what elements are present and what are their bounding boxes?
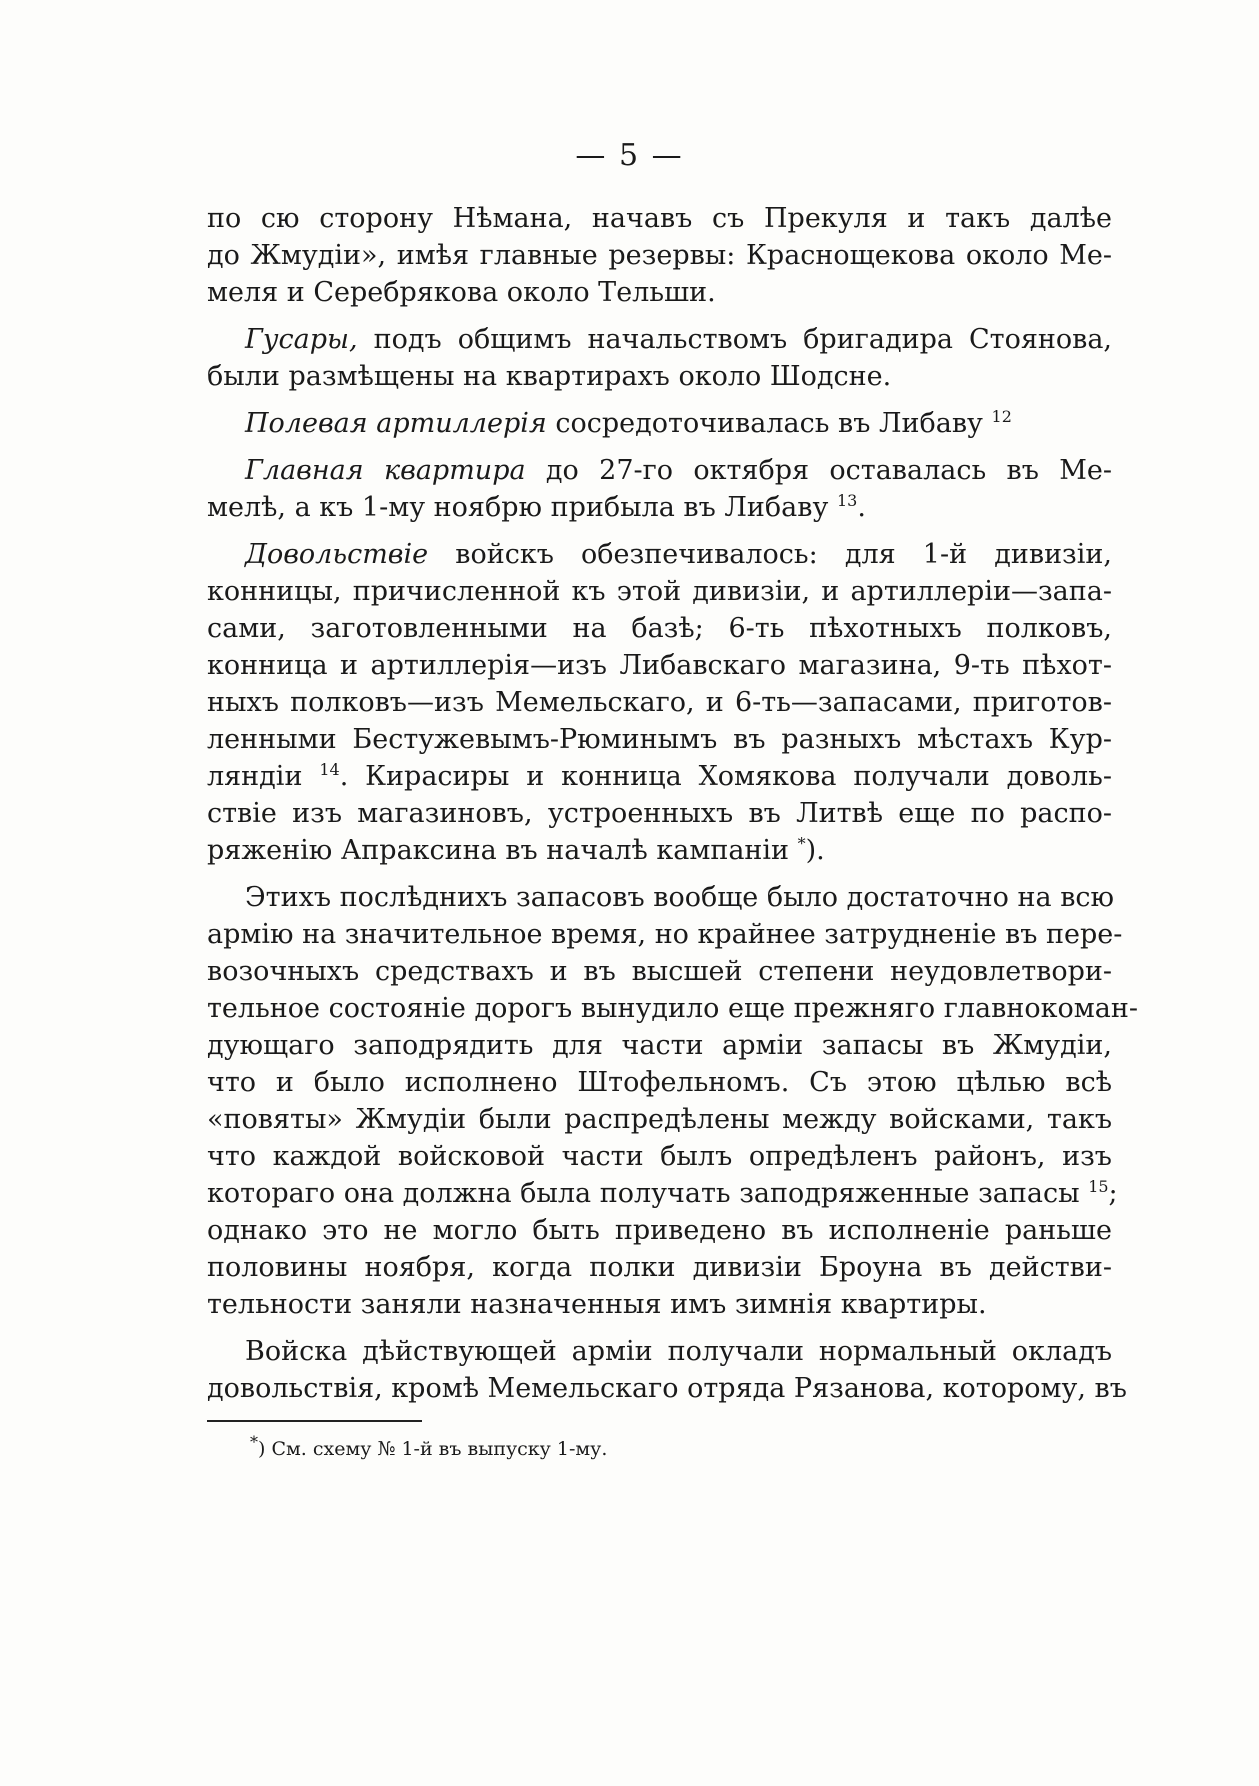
text-line [207, 200, 1112, 237]
line-text: ленными Бестужевымъ-Рюминымъ въ разныхъ мѣстахъ Кур- [207, 724, 1112, 755]
line-text: ствіе изъ магазиновъ, устроенныхъ въ Литвѣ еще по распо- [207, 798, 1112, 829]
text-line [207, 990, 1138, 1027]
line-text: конница и артиллерія—изъ Либавскаго магазина, 9-ть пѣхот- [207, 650, 1112, 681]
text-line [207, 573, 1112, 610]
line-text: Этихъ послѣднихъ запасовъ вообще было достаточно на всю [245, 882, 1115, 913]
line-text: ныхъ полковъ—изъ Мемельскаго, и 6-ть—запасами, приготов- [207, 687, 1112, 718]
line-text: половины ноября, когда полки дивизіи Броуна въ действи- [207, 1252, 1112, 1283]
text-line [207, 879, 1115, 916]
paragraph-gap [207, 442, 1112, 452]
footnote-reference: 14 [319, 760, 340, 779]
text-line [207, 405, 1112, 442]
footnote-reference: * [797, 834, 806, 853]
line-text: возочныхъ средствахъ и въ высшей степени неудовлетвори- [207, 956, 1112, 987]
line-text: Войска дѣйствующей арміи получали нормальный окладъ [245, 1336, 1112, 1367]
line-text: до 27-го октября оставалась въ Ме- [525, 455, 1112, 486]
line-text: ляндіи [207, 761, 320, 792]
line-text: конницы, причисленной къ этой дивизіи, и артиллеріи—запа- [207, 576, 1112, 607]
text-line [207, 1212, 1112, 1249]
text-line [207, 758, 1112, 795]
text-line [207, 647, 1112, 684]
footnote-divider [207, 1420, 422, 1422]
italic-heading: Главная квартира [245, 455, 526, 486]
text-line [207, 452, 1112, 489]
footnote-reference: 13 [836, 491, 858, 510]
text-line [207, 1027, 1112, 1064]
footnote-reference: 15 [1088, 1177, 1109, 1196]
footnote [250, 1432, 950, 1462]
line-text: довольствія, кромѣ Мемельскаго отряда Рязанова, которому, въ [207, 1373, 1127, 1404]
footnote-reference: 12 [991, 407, 1012, 426]
line-text-tail: ; [1108, 1178, 1118, 1209]
text-line [207, 1333, 1112, 1370]
line-text: ряженію Апраксина въ началѣ кампаніи [207, 835, 798, 866]
line-text: дующаго заподрядить для части арміи запасы въ Жмудіи, [207, 1030, 1112, 1061]
line-text: армію на значительное время, но крайнее затрудненіе въ пере- [207, 919, 1123, 950]
line-text: до Жмудіи», имѣя главные резервы: Краснощекова около Ме- [207, 240, 1112, 271]
text-line [207, 536, 1112, 573]
italic-heading: Гусары, [245, 324, 358, 355]
text-line [207, 795, 1112, 832]
text-line [207, 1101, 1112, 1138]
line-text: тельности заняли назначенныя имъ зимнія квартиры. [207, 1289, 987, 1320]
line-text-tail: ). [805, 835, 825, 866]
text-line [207, 916, 1123, 953]
page-number: — 5 — [575, 138, 684, 173]
text-line [207, 832, 1112, 869]
text-line [207, 1286, 1112, 1323]
line-text: войскъ обезпечивалось: для 1-й дивизіи, [428, 539, 1112, 570]
text-line [207, 721, 1112, 758]
text-line [207, 489, 1112, 526]
paragraph-gap [207, 869, 1112, 879]
text-line [207, 321, 1112, 358]
line-text: котораго она должна была получать заподряженные запасы [207, 1178, 1089, 1209]
line-text: однако это не могло быть приведено въ исполненіе раньше [207, 1215, 1112, 1246]
footnote-mark: * [250, 1432, 258, 1452]
paragraph-gap [207, 526, 1112, 536]
line-text-tail: . [857, 492, 866, 523]
line-text-tail: . Кирасиры и конница Хомякова получали доволь- [339, 761, 1112, 792]
body-text [207, 200, 1138, 1407]
paragraph-gap [207, 1323, 1112, 1333]
line-text: сами, заготовленными на базѣ; 6-ть пѣхотныхъ полковъ, [207, 613, 1112, 644]
text-line [207, 1175, 1118, 1212]
paragraph-gap [207, 395, 1112, 405]
text-line [207, 1249, 1112, 1286]
text-line [207, 1138, 1112, 1175]
text-line [207, 358, 1112, 395]
line-text: по сю сторону Нѣмана, начавъ съ Прекуля и такъ далѣе [207, 203, 1112, 234]
italic-heading: Довольствіе [245, 539, 429, 570]
footnote-text: ) См. схему № 1-й въ выпуску 1-му. [258, 1438, 608, 1460]
line-text: что и было исполнено Штофельномъ. Съ этою цѣлью всѣ [207, 1067, 1112, 1098]
line-text: были размѣщены на квартирахъ около Шодсне. [207, 361, 892, 392]
text-line [207, 610, 1112, 647]
text-line [207, 274, 1112, 311]
line-text: подъ общимъ начальствомъ бригадира Стоянова, [357, 324, 1112, 355]
line-text: мелѣ, а къ 1-му ноябрю прибыла въ Либаву [207, 492, 837, 523]
text-line [207, 1064, 1112, 1101]
line-text: сосредоточивалась въ Либаву [546, 408, 992, 439]
line-text: «повяты» Жмудіи были распредѣлены между войсками, такъ [207, 1104, 1112, 1135]
text-line [207, 237, 1112, 274]
line-text: тельное состояніе дорогъ вынудило еще прежняго главнокоман- [207, 993, 1138, 1024]
line-text: меля и Серебрякова около Тельши. [207, 277, 716, 308]
text-line [207, 1370, 1127, 1407]
text-line [207, 953, 1112, 990]
paragraph-gap [207, 311, 1112, 321]
line-text: что каждой войсковой части былъ опредѣленъ районъ, изъ [207, 1141, 1112, 1172]
italic-heading: Полевая артиллерія [245, 408, 547, 439]
text-line [207, 684, 1112, 721]
